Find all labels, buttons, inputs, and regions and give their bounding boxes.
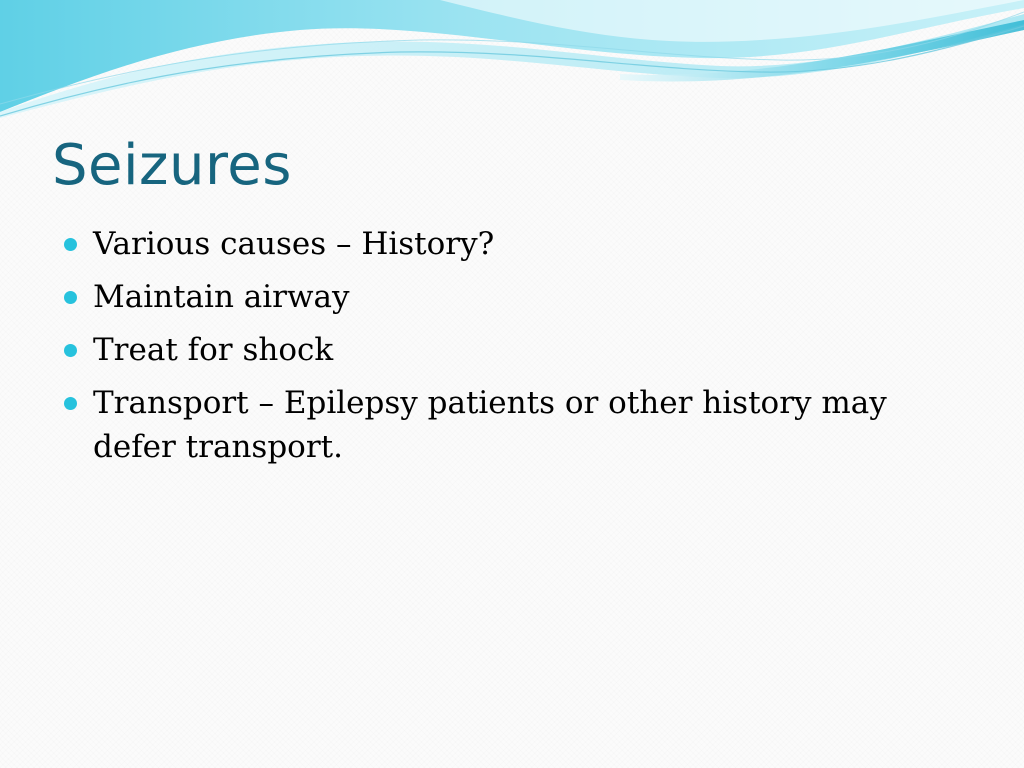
list-item [64,381,944,469]
slide-title: Seizures [52,133,292,198]
bullet-dot-icon [64,344,77,357]
list-item [64,275,944,319]
list-item [64,328,944,372]
bullet-text: Maintain airway [93,279,350,315]
bullet-dot-icon [64,238,77,251]
bullet-text: Treat for shock [93,332,334,368]
bullet-text: Transport – Epilepsy patients or other history may defer transport. [93,385,887,465]
bullet-dot-icon [64,291,77,304]
header-wave-decoration [0,0,1024,130]
bullet-dot-icon [64,397,77,410]
bullet-list [64,222,944,478]
bullet-text: Various causes – History? [93,226,495,262]
list-item [64,222,944,266]
